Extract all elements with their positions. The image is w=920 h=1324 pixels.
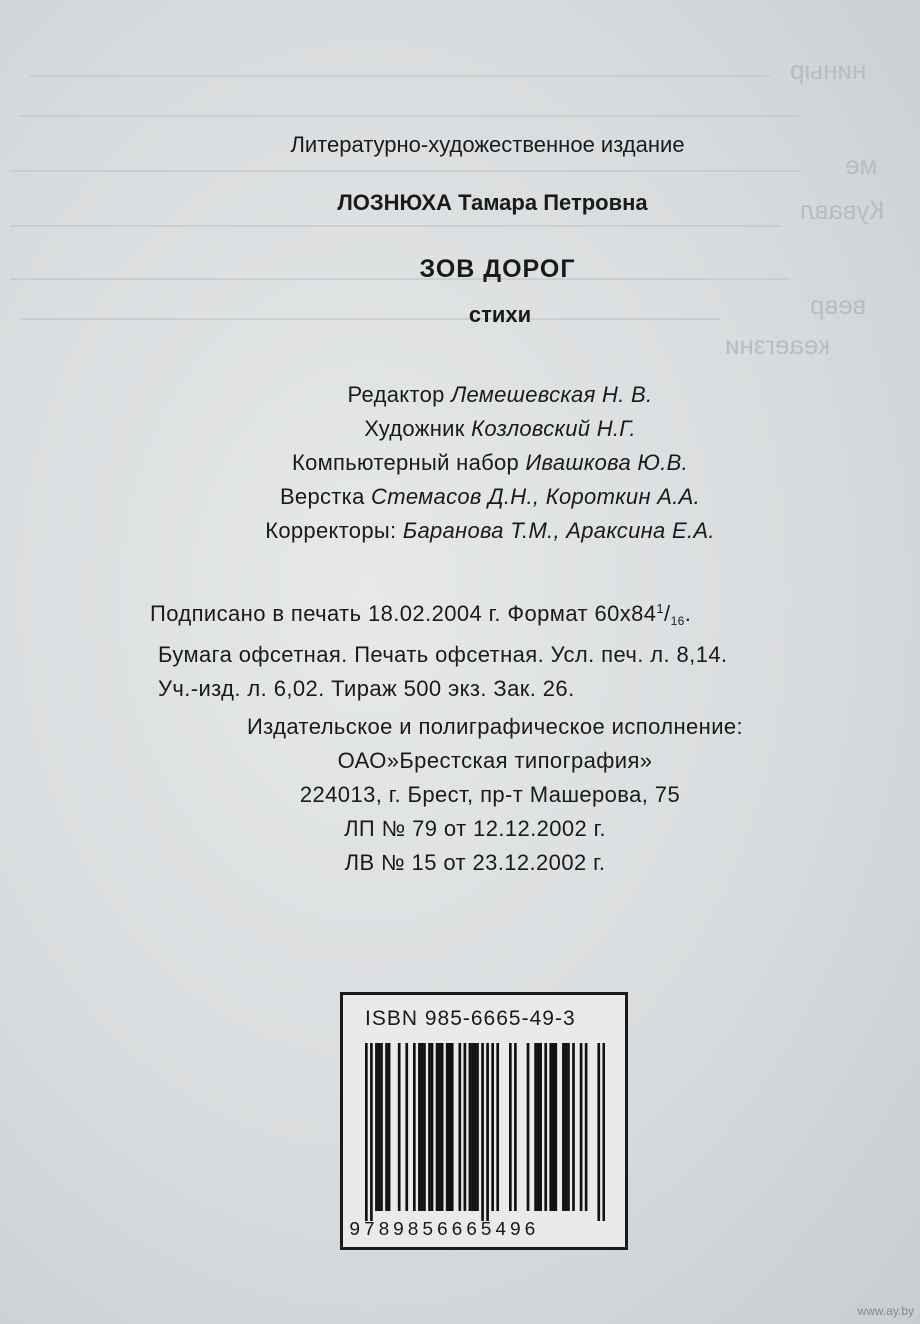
- barcode-bar: [549, 1043, 552, 1211]
- barcode-bar: [464, 1043, 467, 1211]
- show-through-text: кеаегзни: [725, 330, 831, 360]
- isbn-barcode-box: [340, 992, 628, 1250]
- credit-role: Корректоры:: [265, 518, 397, 543]
- barcode-bar: [471, 1043, 474, 1211]
- barcode-bar: [509, 1043, 512, 1211]
- barcode-bar: [418, 1043, 421, 1211]
- barcode-bar: [534, 1043, 537, 1211]
- barcode-icon: [365, 1043, 605, 1221]
- barcode-bar: [458, 1043, 461, 1211]
- show-through-text: ме: [845, 150, 878, 180]
- book-title: ЗОВ ДОРОГ: [419, 255, 576, 283]
- barcode-bar: [405, 1043, 408, 1211]
- credit-artist: [0, 412, 920, 446]
- barcode-bar: [365, 1043, 368, 1221]
- barcode-bar: [398, 1043, 401, 1211]
- barcode-bar: [539, 1043, 542, 1211]
- barcode-bar: [491, 1043, 494, 1211]
- credit-name: Козловский Н.Г.: [471, 416, 636, 441]
- barcode-bar: [413, 1043, 416, 1211]
- print-details-line: Уч.-изд. л. 6,02. Тираж 500 экз. Зак. 26.: [158, 676, 575, 701]
- barcode-bar: [441, 1043, 444, 1211]
- barcode-bar: [562, 1043, 565, 1211]
- barcode-bar: [496, 1043, 499, 1211]
- barcode-bar: [378, 1043, 381, 1211]
- printer-line: Издательское и полиграфическое исполнение:: [246, 714, 744, 739]
- show-through-line: [30, 75, 770, 77]
- credit-layout: [0, 480, 920, 514]
- show-through-line: [10, 225, 780, 227]
- barcode-bar: [436, 1043, 439, 1211]
- edition-type: Литературно-художественное издание: [290, 132, 685, 157]
- show-through-text: ниныр: [790, 55, 867, 85]
- credit-typesetting: [0, 446, 920, 480]
- show-through-text: Кувавл: [800, 195, 885, 225]
- barcode-bar: [567, 1043, 570, 1211]
- barcode-bar: [476, 1043, 479, 1211]
- printer-line: 224013, г. Брест, пр-т Машерова, 75: [299, 782, 681, 807]
- barcode-bar: [544, 1043, 547, 1211]
- credit-name: Ивашкова Ю.В.: [525, 450, 688, 475]
- barcode-bar: [527, 1043, 530, 1211]
- barcode-bar: [423, 1043, 426, 1211]
- barcode-bar: [451, 1043, 454, 1211]
- credit-role: Редактор: [347, 382, 445, 407]
- print-details-line: Бумага офсетная. Печать офсетная. Усл. печ. л. 8,14.: [158, 642, 728, 667]
- show-through-line: [10, 170, 800, 172]
- print-signed-format: Подписано в печать 18.02.2004 г. Формат 60х84: [150, 601, 657, 626]
- format-fraction-slash: /: [664, 601, 671, 626]
- barcode-bar: [474, 1043, 477, 1211]
- credits-block: [0, 378, 920, 548]
- barcode-bar: [421, 1043, 424, 1211]
- credit-role: Компьютерный набор: [291, 450, 520, 475]
- credit-name: Лемешевская Н. В.: [451, 382, 653, 407]
- site-watermark: www.ay.by: [857, 1304, 914, 1318]
- format-fraction-numerator: 1: [656, 601, 665, 616]
- barcode-bar: [572, 1043, 575, 1211]
- barcode-bar: [446, 1043, 449, 1211]
- barcode-bar: [469, 1043, 472, 1211]
- barcode-bar: [486, 1043, 489, 1221]
- barcode-bar: [514, 1043, 517, 1211]
- printer-line: ЛВ № 15 от 23.12.2002 г.: [344, 850, 606, 875]
- credit-role: Художник: [364, 416, 465, 441]
- isbn-number: ISBN 985-6665-49-3: [365, 1007, 576, 1030]
- credit-proofreaders: [0, 514, 920, 548]
- barcode-bar: [388, 1043, 391, 1211]
- format-period: .: [684, 601, 692, 626]
- barcode-bar: [428, 1043, 431, 1211]
- printer-line: ОАО»Брестская типография»: [337, 748, 653, 773]
- barcode-bar: [431, 1043, 434, 1211]
- credit-role: Верстка: [279, 484, 365, 509]
- ean-digits: 9789856665496: [349, 1219, 539, 1241]
- barcode-bar: [580, 1043, 583, 1211]
- printer-info: [0, 710, 920, 880]
- show-through-line: [20, 115, 800, 117]
- barcode-bar: [385, 1043, 388, 1211]
- author-name: ЛОЗНЮХА Тамара Петровна: [337, 190, 648, 215]
- barcode-bar: [552, 1043, 555, 1211]
- barcode-bar: [597, 1043, 600, 1221]
- show-through-text: вевр: [810, 290, 867, 320]
- credit-editor: [0, 378, 920, 412]
- credit-name: Стемасов Д.Н., Короткин А.А.: [371, 484, 701, 509]
- barcode-bar: [481, 1043, 484, 1221]
- printer-line: ЛП № 79 от 12.12.2002 г.: [344, 816, 606, 841]
- barcode-bar: [565, 1043, 568, 1211]
- barcode-bar: [585, 1043, 588, 1211]
- barcode-bar: [375, 1043, 378, 1211]
- barcode-bar: [438, 1043, 441, 1211]
- barcode-bar: [602, 1043, 605, 1221]
- print-details-line: [150, 592, 870, 638]
- barcode-bar: [537, 1043, 540, 1211]
- barcode-bar: [370, 1043, 373, 1221]
- print-details: [150, 592, 870, 706]
- credit-name: Баранова Т.М., Араксина Е.А.: [402, 518, 715, 543]
- barcode-bar: [380, 1043, 383, 1211]
- format-fraction-denominator: 16: [670, 614, 685, 628]
- barcode-bar: [448, 1043, 451, 1211]
- book-subtitle: стихи: [468, 302, 532, 327]
- barcode-bar: [554, 1043, 557, 1211]
